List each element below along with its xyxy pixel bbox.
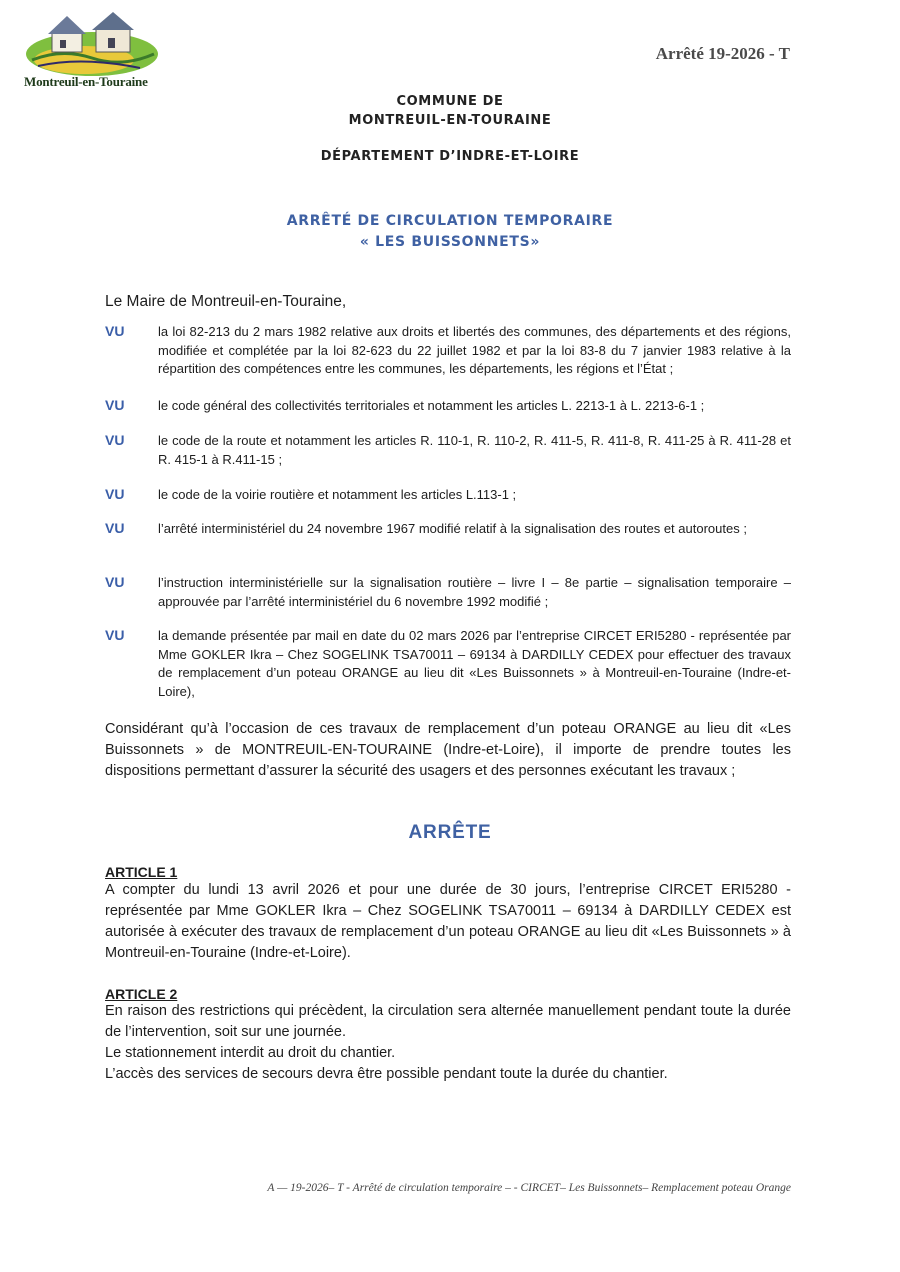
article-2-line: L’accès des services de secours devra être possible pendant toute la durée du chantier.	[105, 1066, 668, 1082]
commune-line-1: COMMUNE DE	[396, 94, 504, 109]
visa-text: la loi 82-213 du 2 mars 1982 relative aux droits et libertés des communes, des départements et des régions, modifiée et complétée par la loi 82-623 du 22 juillet 1982 et par la loi 83-8 du 7 janvier 1983 relative à la répartition des compétences entre les communes, les départements, les régions et l’État ;	[158, 324, 791, 376]
page-footer: A — 19-2026– T - Arrêté de circulation temporaire – - CIRCET– Les Buissonnets– Remplacement poteau Orange	[267, 1182, 791, 1194]
article-2-line: En raison des restrictions qui précèdent, la circulation sera alternée manuellement pendant toute la durée de l’intervention, soit sur une journée.	[105, 1003, 791, 1040]
village-logo-icon	[22, 10, 162, 80]
article-2-body	[105, 1001, 791, 1085]
vu-label: VU	[105, 397, 125, 413]
vu-label: VU	[105, 627, 125, 643]
article-1-text: A compter du lundi 13 avril 2026 et pour une durée de 30 jours, l’entreprise CIRCET ERI5280 - représentée par Mme GOKLER Ikra – Chez SOGELINK TSA70011 – 69134 à DARDILLY CEDEX est autorisée à exécuter des travaux de remplacement d’un poteau ORANGE au lieu dit «Les Buissonnets » à Montreuil-en-Touraine (Indre-et-Loire).	[105, 882, 791, 961]
vu-label: VU	[105, 432, 125, 448]
considerant-paragraph: Considérant qu’à l’occasion de ces travaux de remplacement d’un poteau ORANGE au lieu dit «Les Buissonnets » de MONTREUIL-EN-TOURAINE (Indre-et-Loire), il importe de prendre toutes les dispositions permettant d’assurer la sécurité des usagers et des personnes exécutant les travaux ;	[105, 721, 791, 779]
visa-text: l’arrêté interministériel du 24 novembre 1967 modifié relatif à la signalisation des routes et autoroutes ;	[158, 521, 747, 536]
arrete-reference: Arrêté 19-2026 - T	[655, 44, 790, 63]
title-line-2: « LES BUISSONNETS»	[359, 234, 541, 250]
vu-label: VU	[105, 486, 125, 502]
commune-heading	[0, 92, 900, 130]
vu-label: VU	[105, 520, 125, 536]
logo-text: Montreuil-en-Touraine	[24, 74, 148, 89]
visa-text: la demande présentée par mail en date du 02 mars 2026 par l’entreprise CIRCET ERI5280 - représentée par Mme GOKLER Ikra – Chez SOGELINK TSA70011 – 69134 à DARDILLY CEDEX pour effectuer des travaux de remplacement d’un poteau ORANGE au lieu dit «Les Buissonnets » à Montreuil-en-Touraine (Indre-et-Loire),	[158, 628, 791, 699]
article-2-line: Le stationnement interdit au droit du chantier.	[105, 1045, 396, 1061]
visa-text: le code de la route et notamment les articles R. 110-1, R. 110-2, R. 411-5, R. 411-8, R. 411-25 à R. 411-28 et R. 415-1 à R.411-15 ;	[158, 433, 791, 467]
document-title	[0, 211, 900, 253]
maire-line: Le Maire de Montreuil-en-Touraine,	[105, 293, 347, 310]
arrete-heading: ARRÊTE	[408, 822, 492, 843]
title-line-1: ARRÊTÉ DE CIRCULATION TEMPORAIRE	[286, 213, 614, 229]
vu-label: VU	[105, 323, 125, 339]
visa-text: l’instruction interministérielle sur la signalisation routière – livre I – 8e partie – signalisation temporaire – approuvée par l’arrêté interministériel du 6 novembre 1992 modifié ;	[158, 575, 791, 609]
visa-text: le code de la voirie routière et notamment les articles L.113-1 ;	[158, 487, 517, 502]
departement-heading: DÉPARTEMENT D’INDRE-ET-LOIRE	[320, 149, 580, 164]
article-2-title: ARTICLE 2	[105, 986, 178, 1002]
commune-line-2: MONTREUIL-EN-TOURAINE	[348, 113, 552, 128]
vu-label: VU	[105, 574, 125, 590]
commune-logo	[22, 10, 162, 92]
visa-text: le code général des collectivités territoriales et notamment les articles L. 2213-1 à L. 2213-6-1 ;	[158, 398, 705, 413]
article-1-title: ARTICLE 1	[105, 864, 178, 880]
